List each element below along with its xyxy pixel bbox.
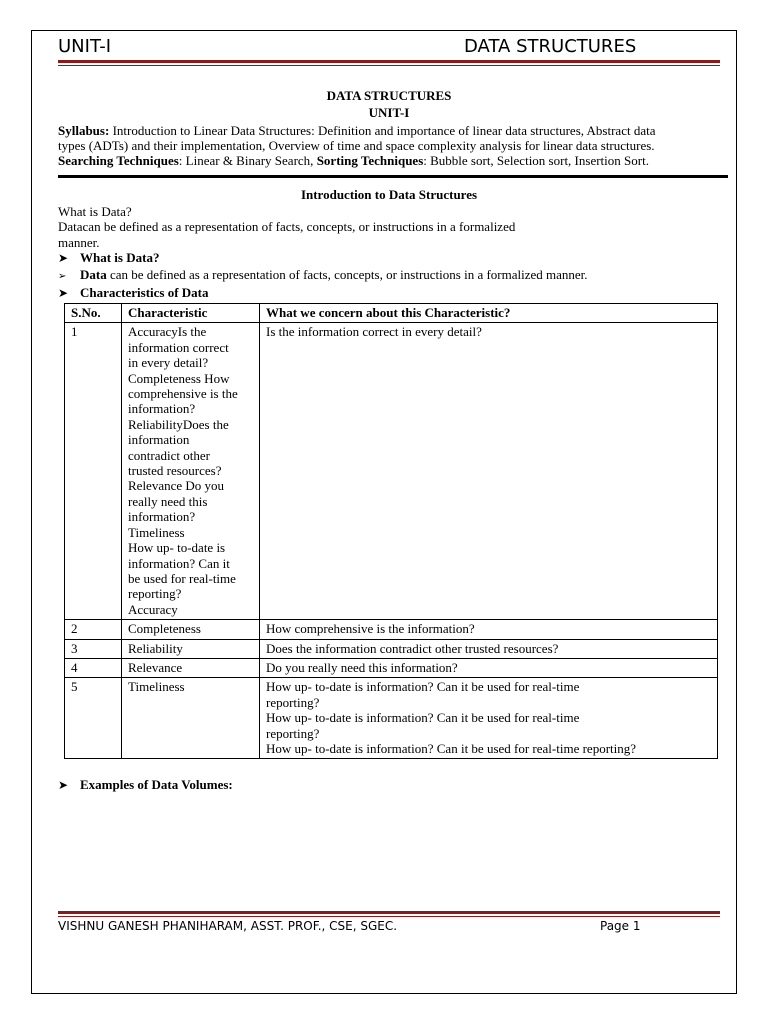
syllabus-line-3 [58,153,649,169]
cell-characteristic [122,323,260,620]
cell-concern-line: Do you really need this information? [266,659,458,675]
header-sno: S.No. [65,304,122,323]
bullet-data-definition-text: can be defined as a representation of facts, concepts, or instructions in a formalized manner. [106,267,588,282]
cell-characteristic-line: Relevance Do you [128,478,225,494]
footer-page-number: Page 1 [600,919,641,933]
cell-characteristic [122,678,260,759]
table-row [65,620,718,639]
syllabus-line-2: types (ADTs) and their implementation, Overview of time and space complexity analysis for linear data structures. [58,138,655,153]
cell-concern [260,620,718,639]
bullet-examples [58,777,233,793]
cell-characteristic-line: information? [128,401,196,417]
table-header-row [65,304,718,323]
what-is-data-plain: What is Data? [58,204,132,219]
bullet-what-is-data [58,250,159,266]
cell-characteristic-line: contradict other [128,447,210,463]
cell-characteristic-line: information? Can it [128,555,230,571]
cell-characteristic-line: Timeliness [128,524,185,540]
syllabus-line-1 [58,123,656,139]
header-unit: UNIT-I [58,36,112,57]
cell-characteristic [122,620,260,639]
cell-characteristic-line: Completeness [128,621,201,637]
cell-characteristic-line: Completeness How [128,370,230,386]
arrow-bullet-icon: ➤ [58,286,69,300]
cell-concern-line: reporting? [266,725,320,741]
intro-heading: Introduction to Data Structures [300,187,478,202]
cell-concern-line: Is the information correct in every detail? [266,324,482,340]
bullet-examples-text: Examples of Data Volumes: [80,777,233,792]
cell-concern-line: How up- to-date is information? Can it be used for real-time [266,679,580,695]
cell-concern-line: How up- to-date is information? Can it be used for real-time reporting? [266,740,637,756]
cell-characteristic-line: trusted resources? [128,463,222,479]
cell-concern [260,678,718,759]
bullet-what-is-data-text: What is Data? [80,250,160,265]
syllabus-text-1: Introduction to Linear Data Structures: Definition and importance of linear data structures, Abstract data [109,123,656,138]
cell-concern-line: Does the information contradict other trusted resources? [266,640,559,656]
footer-rule [58,911,720,914]
cell-characteristic-line: comprehensive is the [128,386,238,402]
syllabus-label: Syllabus: [58,123,110,138]
searching-label: Searching Techniques [58,153,179,168]
cell-characteristic-line: in every detail? [128,355,209,371]
data-definition-line-2: manner. [58,235,100,250]
table-row [65,639,718,658]
section-divider [58,175,728,178]
cell-characteristic-line: information correct [128,339,229,355]
doc-unit: UNIT-I [368,105,410,120]
cell-characteristic [122,658,260,677]
characteristics-table [64,303,718,759]
cell-characteristic [122,639,260,658]
cell-sno: 5 [65,678,122,759]
table-row [65,678,718,759]
cell-characteristic-line: ReliabilityDoes the [128,416,229,432]
cell-characteristic-line: Accuracy [128,601,178,617]
doc-title: DATA STRUCTURES [326,88,452,103]
arrow-bullet-icon: ➢ [58,271,67,282]
bullet-characteristics-text: Characteristics of Data [80,285,209,300]
footer-rule-thin [58,916,720,917]
cell-sno: 4 [65,658,122,677]
cell-characteristic-line: Relevance [128,659,183,675]
table-row [65,323,718,620]
cell-characteristic-line: Timeliness [128,679,185,695]
bullet-characteristics [58,285,209,301]
arrow-bullet-icon: ➤ [58,251,69,265]
cell-characteristic-line: Reliability [128,640,183,656]
cell-concern-line: How up- to-date is information? Can it be used for real-time [266,710,580,726]
footer-author: VISHNU GANESH PHANIHARAM, ASST. PROF., CSE, SGEC. [58,919,398,933]
cell-characteristic-line: How up- to-date is [128,540,226,556]
searching-text: : Linear & Binary Search, [178,153,317,168]
table-row [65,658,718,677]
cell-sno: 3 [65,639,122,658]
sorting-text: : Bubble sort, Selection sort, Insertion Sort. [423,153,649,168]
cell-concern-line: How comprehensive is the information? [266,621,475,637]
header-rule [58,60,720,63]
header-rule-thin [58,65,720,66]
cell-characteristic-line: reporting? [128,586,182,602]
header-subject: DATA STRUCTURES [464,36,637,57]
header-concern: What we concern about this Characteristic? [260,304,718,323]
cell-sno: 2 [65,620,122,639]
arrow-bullet-icon: ➤ [58,778,69,792]
bullet-data-definition [58,267,588,283]
sorting-label: Sorting Techniques [316,153,424,168]
cell-characteristic-line: AccuracyIs the [128,324,207,340]
cell-characteristic-line: really need this [128,493,208,509]
cell-concern [260,639,718,658]
bullet-data-word: Data [80,267,107,282]
cell-concern [260,323,718,620]
cell-characteristic-line: information? [128,509,196,525]
cell-characteristic-line: be used for real-time [128,570,236,586]
cell-concern [260,658,718,677]
cell-concern-line: reporting? [266,694,320,710]
cell-sno: 1 [65,323,122,620]
cell-characteristic-line: information [128,432,190,448]
header-characteristic: Characteristic [122,304,260,323]
data-definition-line-1: Datacan be defined as a representation of facts, concepts, or instructions in a formalized [58,219,516,234]
